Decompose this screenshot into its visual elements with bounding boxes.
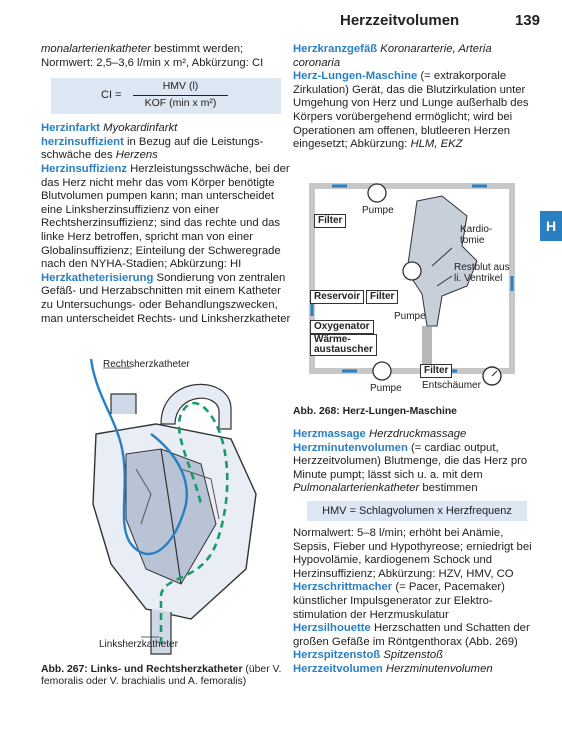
- left-column: [41, 43, 291, 326]
- figure-268-caption: [293, 406, 541, 418]
- dictionary-entry: [293, 442, 541, 496]
- entry-term[interactable]: Herzinfarkt: [41, 122, 101, 135]
- dictionary-entry: [293, 43, 541, 70]
- running-head: Herzzeitvolumen: [340, 12, 460, 29]
- dictionary-entry: [293, 70, 541, 152]
- entry-italic: Herzdruckmassage: [369, 428, 467, 440]
- label-rechtsherzkatheter: Rechtsherzkatheter: [103, 359, 190, 370]
- dictionary-entry: [293, 527, 541, 581]
- entry-term[interactable]: Herzkranzgefäß: [293, 43, 378, 55]
- ci-denominator: KOF (min x m²): [144, 96, 217, 109]
- label-pumpe-top: Pumpe: [362, 205, 394, 216]
- entry-term[interactable]: Herzschrittmacher: [293, 581, 393, 594]
- entry-text: Herzleistungsschwäche, bei der das Herz nicht mehr das vom Körper benötigte Blutvolumen pumpen kann; man unterscheidet eine Linksherzinsuffizienz von einer Rechtsherzinsuffizienz; sind das rechte und das linke Herz betroffen, spricht man von einer Globalinsuffizienz; Einteilung der Schweregrade nach den NYHA-Stadien; Abkürzung: HI: [41, 162, 290, 271]
- dictionary-entry: [41, 163, 291, 272]
- entry-text-after: bestimmen: [419, 482, 478, 495]
- figure-267-caption: [41, 664, 291, 689]
- heart-illustration: [41, 354, 289, 664]
- dictionary-entry: [41, 136, 291, 163]
- page-number: 139: [514, 12, 540, 29]
- left-entries: [41, 122, 291, 326]
- entry-term[interactable]: Herzminutenvolumen: [293, 441, 408, 454]
- dictionary-entry: [293, 622, 541, 649]
- intro-continuation: [41, 43, 291, 70]
- dictionary-entry: [41, 272, 291, 326]
- caption-label: Abb. 267: Links- und Rechtsherzkatheter: [41, 664, 243, 675]
- figure-267-heart-catheters: [41, 354, 289, 664]
- pump-mid-circle: [403, 262, 421, 280]
- hlm-diagram: [302, 176, 532, 401]
- ci-formula-box: [51, 78, 281, 114]
- hmv-formula-box: HMV = Schlagvolumen x Herzfrequenz: [307, 501, 527, 521]
- pump-top-circle: [368, 184, 386, 202]
- label-kardiotomie: Kardio- tomie: [460, 224, 493, 246]
- dictionary-entry: [293, 428, 541, 442]
- entry-italic: Pulmonalarterienkatheter: [293, 482, 420, 495]
- entry-italic: Herzens: [115, 149, 158, 162]
- label-waermeaustauscher: Wärme- austauscher: [310, 334, 377, 356]
- entry-text: Normalwert: 5–8 l/min; erhöht bei Anämie, Sepsis, Fieber und Hypothyreose; erniedrigt bei Hypovolämie, kardiogenem Schock und Herzinsuffizienz; Abkürzung: HZV, HMV, CO: [293, 526, 532, 580]
- entry-term[interactable]: Herzsilhouette: [293, 622, 371, 635]
- entry-italic: Koronararterie, Arteria coronaria: [293, 43, 492, 69]
- entry-text: Herzschatten und Schatten der großen Gefäße im Röntgenthorax (Abb. 269): [293, 622, 530, 648]
- entry-italic: Spitzenstoß: [383, 649, 444, 662]
- right-column: [293, 43, 541, 152]
- right-entries-top: [293, 43, 541, 152]
- label-oxygenator: Oxygenator: [310, 320, 374, 334]
- aortic-arch: [161, 384, 231, 429]
- label-linksherzkatheter: Linksherzkatheter: [99, 639, 178, 650]
- label-filter-mid: Filter: [366, 290, 398, 304]
- dictionary-entry: [41, 122, 291, 136]
- entry-text: (= Pacer, Pacemaker) künstlicher Impulsgenerator zur Elektrostimulation der Herzmuskulatur: [293, 581, 505, 621]
- label-restblut: Restblut aus li. Ventrikel: [454, 262, 510, 284]
- page-header: [340, 14, 540, 36]
- label-filter-bottom: Filter: [420, 364, 452, 378]
- heart-silhouette: [407, 196, 477, 326]
- entry-term[interactable]: Herzmassage: [293, 428, 366, 440]
- right-column-lower: [293, 428, 541, 677]
- entry-term[interactable]: Herzkatheterisierung: [41, 271, 154, 284]
- entry-text: (= cardiac output, Herzzeitvolumen) Blutmenge, die das Herz pro Minute pumpt; lässt sich u. a. mit dem: [293, 441, 528, 481]
- entry-text: Sondierung von zentralen Gefäß- und Herzabschnitten mit einem Katheter zu Untersuchungs- oder Behandlungszwecken, man unterscheidet Rechts- und Linksherzkatheter: [41, 271, 291, 325]
- figure-268-heart-lung-machine: [302, 176, 532, 401]
- entry-text: in Bezug auf die Leistungsschwäche des: [41, 135, 264, 162]
- dictionary-entry: [293, 663, 541, 677]
- entry-term[interactable]: Herzzeitvolumen: [293, 662, 383, 675]
- label-reservoir: Reservoir: [310, 290, 364, 304]
- entry-italic: Herzminutenvolumen: [385, 662, 493, 675]
- caption-label: Abb. 268: Herz-Lungen-Maschine: [293, 406, 457, 417]
- entry-term[interactable]: Herzspitzenstoß: [293, 649, 381, 662]
- entry-italic: Myokardinfarkt: [103, 122, 178, 135]
- pump-bottom-circle: [373, 362, 391, 380]
- entry-italic: HLM, EKZ: [410, 138, 463, 151]
- intro-italic: monalarterienkatheter: [41, 43, 151, 55]
- entry-text: (= extrakorporale Zirkulation) Gerät, das die Blutzirkulation unter Umgehung von Herz und Lunge außerhalb des Körpers vorübergehend ermöglicht; wird bei Operationen am offenen, blutleeren Herzen eingesetzt; Abkürzung:: [293, 70, 529, 151]
- caption-text: (über V. femoralis oder V. brachialis und A. femoralis): [41, 664, 282, 688]
- dictionary-entry: [293, 649, 541, 663]
- label-pumpe-bottom: Pumpe: [370, 383, 402, 394]
- entry-term[interactable]: Herz-Lungen-Maschine: [293, 70, 418, 83]
- dictionary-entry: [293, 581, 541, 622]
- ci-numerator: HMV (l): [133, 80, 228, 96]
- thumb-index-tab[interactable]: H: [540, 211, 562, 241]
- ci-formula-lhs: CI =: [101, 89, 122, 102]
- label-pumpe-mid: Pumpe: [394, 311, 426, 322]
- label-entschaeumer: Entschäumer: [422, 380, 481, 391]
- label-filter-top: Filter: [314, 214, 346, 228]
- entry-term[interactable]: Herzinsuffizienz: [41, 162, 127, 175]
- intro-text: bestimmt werden; Normwert: 2,5–3,6 l/min x m², Abkürzung: CI: [41, 43, 264, 69]
- entry-term[interactable]: herzinsuffizient: [41, 135, 124, 148]
- superior-vena-cava: [111, 394, 136, 414]
- ci-formula-fraction: [133, 80, 228, 110]
